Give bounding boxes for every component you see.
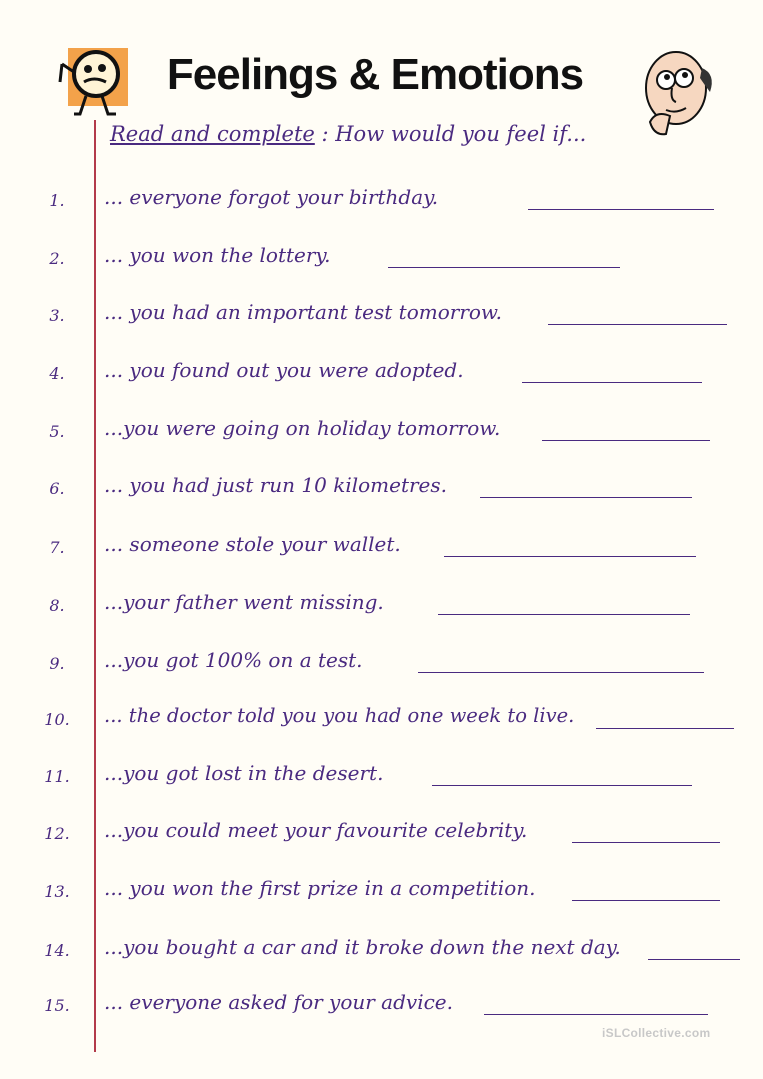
question-row bbox=[0, 358, 763, 388]
answer-blank[interactable] bbox=[648, 959, 740, 960]
question-text: ... someone stole your wallet. bbox=[104, 532, 401, 556]
question-text: ...you got 100% on a test. bbox=[104, 648, 363, 672]
answer-blank[interactable] bbox=[572, 842, 720, 843]
answer-blank[interactable] bbox=[432, 785, 692, 786]
worried-face-icon bbox=[58, 42, 134, 120]
question-text: ...you could meet your favourite celebrity. bbox=[104, 818, 528, 842]
question-text: ... you won the first prize in a competition. bbox=[104, 876, 536, 900]
question-number: 12. bbox=[44, 824, 70, 843]
question-number: 1. bbox=[49, 191, 65, 210]
question-text: ... you had just run 10 kilometres. bbox=[104, 473, 448, 497]
answer-blank[interactable] bbox=[480, 497, 692, 498]
question-number: 13. bbox=[44, 882, 70, 901]
question-row bbox=[0, 935, 763, 965]
question-row bbox=[0, 300, 763, 330]
question-number: 14. bbox=[44, 941, 70, 960]
question-text: ... the doctor told you you had one week to live. bbox=[104, 704, 575, 727]
question-text: ...you bought a car and it broke down the next day. bbox=[104, 935, 621, 959]
thinking-man-icon bbox=[636, 44, 722, 140]
question-text: ...you got lost in the desert. bbox=[104, 761, 384, 785]
question-row bbox=[0, 243, 763, 273]
question-number: 5. bbox=[49, 422, 65, 441]
instruction-lead: Read and complete bbox=[110, 122, 315, 146]
instruction-line bbox=[110, 122, 586, 146]
question-row bbox=[0, 704, 763, 734]
answer-blank[interactable] bbox=[548, 324, 727, 325]
question-number: 7. bbox=[49, 538, 65, 557]
question-text: ... everyone forgot your birthday. bbox=[104, 185, 439, 209]
question-number: 10. bbox=[44, 710, 70, 729]
question-text: ... you had an important test tomorrow. bbox=[104, 300, 503, 324]
question-number: 9. bbox=[49, 654, 65, 673]
answer-blank[interactable] bbox=[528, 209, 714, 210]
question-number: 6. bbox=[49, 479, 65, 498]
question-row bbox=[0, 990, 763, 1020]
question-row bbox=[0, 761, 763, 791]
question-number: 8. bbox=[49, 596, 65, 615]
question-row bbox=[0, 876, 763, 906]
answer-blank[interactable] bbox=[388, 267, 620, 268]
question-row bbox=[0, 185, 763, 215]
answer-blank[interactable] bbox=[438, 614, 690, 615]
question-row bbox=[0, 648, 763, 678]
answer-blank[interactable] bbox=[484, 1014, 708, 1015]
question-row bbox=[0, 818, 763, 848]
watermark: iSLCollective.com bbox=[602, 1026, 711, 1040]
question-row bbox=[0, 416, 763, 446]
question-number: 3. bbox=[49, 306, 65, 325]
question-text: ... you found out you were adopted. bbox=[104, 358, 464, 382]
instruction-rest: : How would you feel if... bbox=[314, 122, 587, 146]
question-text: ...you were going on holiday tomorrow. bbox=[104, 416, 501, 440]
question-text: ... you won the lottery. bbox=[104, 243, 331, 267]
page-title: Feelings & Emotions bbox=[166, 50, 584, 99]
question-row bbox=[0, 590, 763, 620]
answer-blank[interactable] bbox=[542, 440, 710, 441]
answer-blank[interactable] bbox=[596, 728, 734, 729]
question-number: 15. bbox=[44, 996, 70, 1015]
answer-blank[interactable] bbox=[444, 556, 696, 557]
question-number: 4. bbox=[49, 364, 65, 383]
question-text: ...your father went missing. bbox=[104, 590, 384, 614]
question-number: 11. bbox=[44, 767, 70, 786]
question-text: ... everyone asked for your advice. bbox=[104, 990, 453, 1014]
answer-blank[interactable] bbox=[522, 382, 702, 383]
question-number: 2. bbox=[49, 249, 65, 268]
question-row bbox=[0, 473, 763, 503]
answer-blank[interactable] bbox=[418, 672, 704, 673]
question-row bbox=[0, 532, 763, 562]
answer-blank[interactable] bbox=[572, 900, 720, 901]
